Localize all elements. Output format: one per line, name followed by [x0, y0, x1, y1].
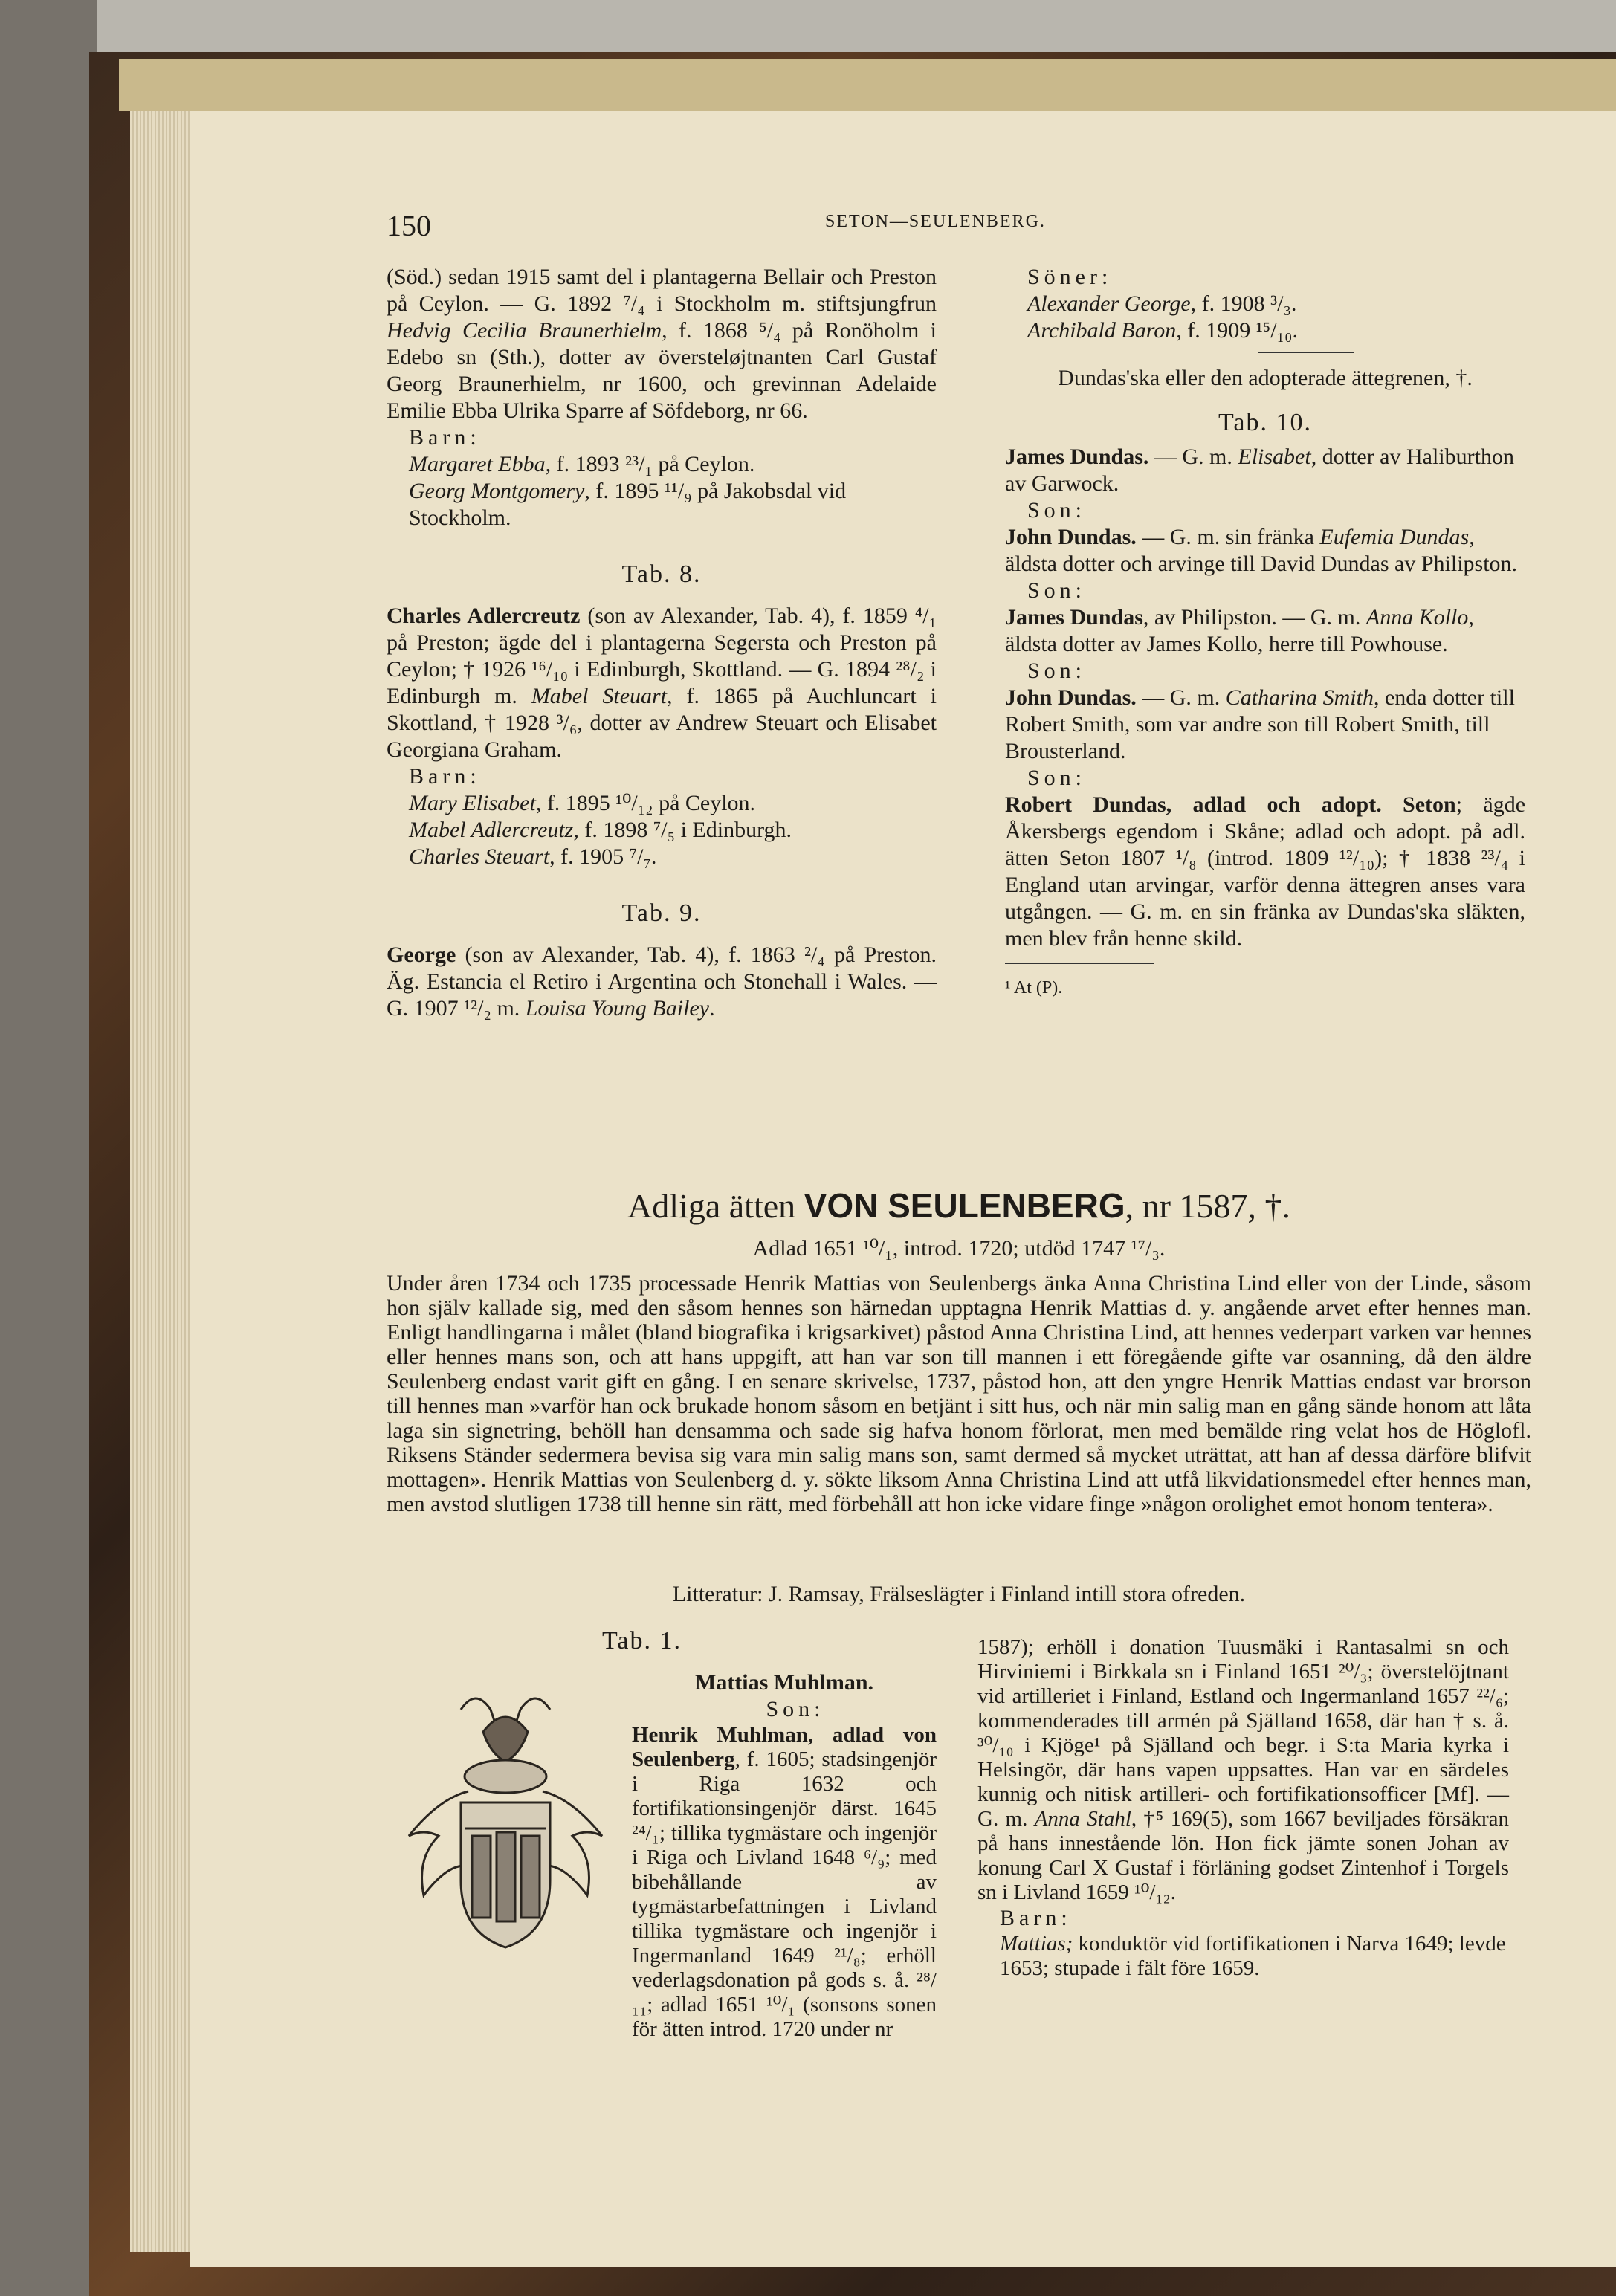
child-name: Margaret Ebba: [409, 452, 546, 476]
page-edges: [130, 111, 197, 2252]
person-name: James Dundas: [1005, 605, 1143, 630]
person-details: (son av Alexander, Tab. 4), f. 1859 ⁴/₁ på Preston; ägde del i plantagerna Segersta och Preston på Ceylon; † 1926 ¹⁶/₁₀ i Edinburgh, Skottland. — G. 1894 ²⁸/₂ i Edinburgh m.: [387, 604, 937, 708]
spouse-name: Elisabet: [1238, 444, 1311, 469]
spouse-name: Louisa Young Bailey: [525, 996, 710, 1021]
son-label: Son:: [1027, 766, 1087, 790]
child-details: , f. 1893 ²³/₁ på Ceylon.: [545, 452, 755, 476]
son-details: , f. 1908 ³/₃.: [1190, 291, 1297, 316]
person-details-2: , f. 1865 på Auchluncart i Skottland, † 1928 ³/₆, dotter av Andrew Steuart och Elisabet Georgiana Graham.: [387, 684, 937, 762]
person-details: (son av Alexander, Tab. 4), f. 1863 ²/₄ på Preston. Äg. Estancia el Retiro i Argentina och Stonehall i Wales. — G. 1907 ¹²/₂ m.: [387, 942, 937, 1021]
person-details-2: , äldsta dotter och arvinge till David Dundas av Philipston.: [1005, 525, 1518, 576]
page-number: 150: [387, 209, 431, 242]
person-details-2: .: [709, 996, 715, 1021]
son-details: , f. 1909 ¹⁵/₁₀.: [1176, 318, 1298, 343]
family-name: VON SEULENBERG: [804, 1186, 1125, 1225]
son-label: Son:: [766, 1697, 825, 1721]
son-name: Alexander George: [1027, 291, 1191, 316]
divider: [1258, 352, 1354, 353]
person-details-2: , enda dotter till Robert Smith, som var andre son till Robert Smith, till Brousterland.: [1005, 685, 1515, 763]
book-top-edge: [119, 59, 1616, 111]
section-title-prefix: Adliga ätten: [627, 1187, 804, 1225]
child-details: , f. 1895 ¹¹/₉ på Jakobsdal vid Stockholm.: [409, 479, 847, 530]
literature-line: Litteratur: J. Ramsay, Frälseslägter i Finland intill stora ofreden.: [672, 1582, 1246, 1606]
section-paragraph: Under åren 1734 och 1735 processade Henrik Mattias von Seulenbergs änka Anna Christina Lind eller von der Linde, såsom hon själv kallade sig, med den såsom hennes son härnedan upptagna Henrik Mattias d. y. angående arvet efter hennes man. Enligt handlingarna i målet (bland biografika i krigsarkivet) påstod Anna Christina Lind, att hennes vederpart varken var hennes eller hennes mans son, och att hans uppgift, att han var son till mannen i ett föregående gifte var osanning, då den äldre Seulenberg endast varit gift en gång. I en senare skrivelse, 1737, påstod hon, att den yngre Henrik Mattias endast var brorson till hennes man »varför han ock brukade honom såsom en betjänt i sitt hus, och när min salig man en gång sände honom att låta laga sin signetring, behöll han densamma och sade sig hafva honom förlorat, men med bemälde ring velat hos de Höglofl. Riksens Ständer sedermera bevisa sig vara min salig mans son, samt dermed så mycket uträttat, att han af dessa därföre blifvit mottagen». Henrik Mattias von Seulenberg d. y. sökte liksom Anna Christina Lind att utfå likvidationsmedel efter hennes man, men avstod slutligen 1738 till henne sin rätt, med förbehåll att hon icke vidare finge »någon orolighet emot honom tentera».: [387, 1271, 1531, 1516]
person-details: , av Philipston. — G. m.: [1142, 605, 1366, 630]
child-details: , f. 1905 ⁷/₇.: [549, 844, 657, 869]
tab1-heading: Tab. 1.: [602, 1627, 682, 1655]
person-details: — G. m.: [1148, 444, 1238, 469]
intro-text: (Söd.) sedan 1915 samt del i plantagerna Bellair och Preston på Ceylon. — G. 1892 ⁷/₄ i Stockholm m. stiftsjungfrun: [387, 265, 937, 316]
background-left: [0, 0, 97, 2296]
person-details-2: , dotter av Haliburthon av Garwock.: [1005, 444, 1514, 496]
branch-line: Dundas'ska eller den adopterade ättegrenen, †.: [1058, 366, 1473, 390]
child-name: Mattias;: [1000, 1932, 1073, 1956]
intro-text-2: , f. 1868 ⁵/₄ på Ronöholm i Edebo sn (Sth.), dotter av översteløjtnanten Carl Gustaf Georg Braunerhielm, nr 1600, och grevinnan Adelaide Emilie Ebba Ulrika Sparre af Söfdeborg, nr 66.: [387, 318, 937, 423]
tab10-heading: Tab. 10.: [1218, 409, 1312, 436]
footnote: ¹ At (P).: [1005, 978, 1063, 997]
section-title-suffix: , nr 1587, †.: [1125, 1187, 1290, 1225]
child-name: Georg Montgomery: [409, 479, 585, 503]
person-name: Henrik Muhlman, adlad von Seulenberg: [632, 1723, 937, 1771]
son-label: Son:: [1027, 659, 1087, 683]
son-label: Son:: [1027, 578, 1087, 603]
person-name: George: [387, 942, 456, 967]
person-details-2: , †⁵ 169(5), som 1667 beviljades försäkran på hans innestående lön. Hon fick jämte sonen Johan av konung Carl X Gustaf i förläning godset Zintenhof i Torgels sn i Livland 1659 ¹⁰/₁₂.: [977, 1807, 1509, 1904]
person-details: ; ägde Åkersbergs egendom i Skåne; adlad och adopt. på adl. ätten Seton 1807 ¹/₈ (introd. 1809 ¹²/₁₀); † 1838 ²³/₄ i England utan arvingar, varför denna ättegren anses vara utgången. — G. m. en sin fränka av Dundas'ska släkten, men blev från henne skild.: [1005, 792, 1526, 951]
spouse-name: Eufemia Dundas: [1319, 525, 1470, 549]
right-column-top: [1005, 264, 1525, 1001]
children-label: Barn:: [409, 425, 481, 450]
spouse-name: Hedvig Cecilia Braunerhielm: [387, 318, 662, 343]
sons-label: Söner:: [1027, 265, 1113, 289]
tab1-right: [977, 1635, 1509, 1981]
left-column-top: [387, 264, 937, 1022]
person-name: John Dundas.: [1005, 525, 1137, 549]
footnote-divider: [1005, 963, 1154, 964]
son-name: Archibald Baron: [1027, 318, 1177, 343]
running-title: SETON—SEULENBERG.: [825, 212, 1046, 231]
son-label: Son:: [1027, 498, 1087, 523]
spouse-name: Catharina Smith: [1225, 685, 1374, 710]
person-name: Robert Dundas, adlad och adopt. Seton: [1005, 792, 1456, 817]
person-details: , f. 1605; stadsingenjör i Riga 1632 och fortifikationsingenjör därst. 1645 ²⁴/₁; tillika tygmästare och ingenjör i Riga och Livland 1648 ⁶/₉; med bibehållande av tygmästarbefattningen i Livland tillika tygmästare och ingenjör i Ingermanland 1649 ²¹/₈; erhöll vederlagsdonation på gods s. å. ²⁸/₁₁; adlad 1651 ¹⁰/₁ (sonsons sonen för ätten introd. 1720 under nr: [632, 1747, 937, 2041]
tab9-heading: Tab. 9.: [621, 899, 702, 927]
person-name: John Dundas.: [1005, 685, 1137, 710]
tab8-heading: Tab. 8.: [621, 560, 702, 588]
child-name: Charles Steuart: [409, 844, 550, 869]
spouse-name: Anna Kollo: [1365, 605, 1469, 630]
child-name: Mary Elisabet: [409, 791, 536, 815]
person-details: — G. m.: [1136, 685, 1226, 710]
children-label: Barn:: [409, 764, 481, 789]
coat-of-arms-icon: [394, 1680, 617, 1962]
children-label: Barn:: [1000, 1906, 1072, 1930]
father-name: Mattias Muhlman.: [695, 1670, 873, 1695]
section-subtitle: Adlad 1651 ¹⁰/₁, introd. 1720; utdöd 1747 ¹⁷/₃.: [752, 1236, 1166, 1261]
person-details: 1587); erhöll i donation Tuusmäki i Rantasalmi sn och Hirviniemi i Birkkala sn i Finland 1651 ²⁰/₃; överstelöjtnant vid artilleriet i Finland, Estland och Ingermanland 1657 ²²/₆; kommenderades till armén på Själland 1658, där han † s. å. ³⁰/₁₀ i Kjöge¹ på Själland och begr. i S:ta Maria kyrka i Helsingör, där hans vapen uppsattes. Han var en särdeles kunnig och nitisk artilleri- och fortifikationsofficer [Mf]. — G. m.: [977, 1635, 1509, 1831]
person-details-2: , äldsta dotter av James Kollo, herre till Powhouse.: [1005, 605, 1474, 656]
spouse-name: Mabel Steuart: [531, 684, 668, 708]
child-details: , f. 1898 ⁷/₅ i Edinburgh.: [573, 818, 792, 842]
person-details: — G. m. sin fränka: [1136, 525, 1320, 549]
person-name: Charles Adlercreutz: [387, 604, 581, 628]
child-name: Mabel Adlercreutz: [409, 818, 574, 842]
person-name: James Dundas.: [1005, 444, 1149, 469]
section-title: [387, 1186, 1531, 1226]
child-details: , f. 1895 ¹⁰/₁₂ på Ceylon.: [535, 791, 756, 815]
spouse-name: Anna Stahl: [1034, 1807, 1131, 1831]
child-details: konduktör vid fortifikationen i Narva 1649; levde 1653; stupade i fält före 1659.: [1000, 1932, 1506, 1980]
